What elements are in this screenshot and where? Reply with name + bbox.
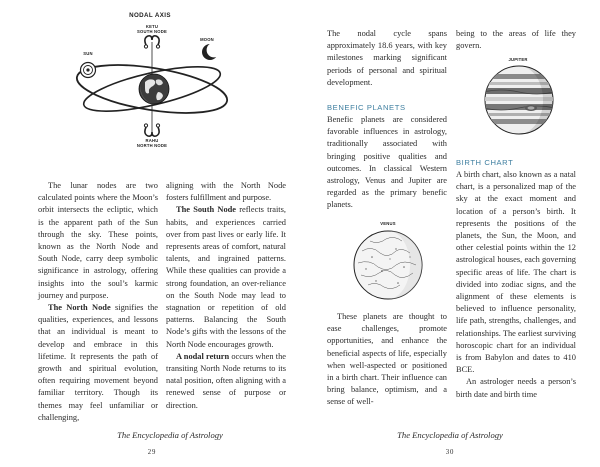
- paragraph: The lunar nodes are two calculated points where the Moon’s orbit intersects the ecliptic, which is the apparent path of the Sun through the sky. These points, known as the North Node and South Node, carry deep symbolic significance in astrology, offering insights into the soul’s karmic journey and purpose.: [38, 181, 158, 300]
- south-node-label: KETU SOUTH NODE: [137, 24, 167, 34]
- paragraph-text: occurs when the transiting North Node returns to its natal position, often aligning with a renewed sense of purpose or direction.: [166, 351, 286, 410]
- right-column-2: [456, 28, 576, 52]
- paragraph: An astrologer needs a person’s birth date and birth time: [456, 377, 576, 399]
- north-node-label: RAHU NORTH NODE: [136, 138, 168, 148]
- sun-label: SUN: [83, 51, 93, 56]
- right-column-1: [327, 28, 447, 212]
- footer-title: The Encyclopedia of Astrology: [117, 430, 223, 440]
- right-column-2-bottom: [456, 158, 576, 401]
- footer-title: The Encyclopedia of Astrology: [397, 430, 503, 440]
- venus-label: VENUS: [380, 221, 396, 226]
- paragraph: aligning with the North Node fosters fulfillment and purpose.: [166, 181, 286, 203]
- south-node-lead: The South Node: [176, 205, 237, 215]
- nodal-axis-diagram: [70, 22, 240, 172]
- diagram-title: NODAL AXIS: [129, 12, 171, 19]
- page-number: 30: [445, 449, 455, 456]
- paragraph: being to the areas of life they govern.: [456, 29, 576, 51]
- birth-chart-heading: BIRTH CHART: [456, 158, 514, 167]
- moon-label: MOON: [200, 37, 214, 42]
- venus-image: [352, 229, 424, 301]
- page-number: 29: [147, 449, 157, 456]
- paragraph: [166, 351, 286, 412]
- right-page: [300, 0, 600, 467]
- moon-icon: [202, 43, 221, 60]
- jupiter-image: [483, 64, 555, 136]
- left-column-2: [166, 180, 286, 412]
- benefic-planets-heading: BENEFIC PLANETS: [327, 103, 406, 113]
- paragraph: A birth chart, also known as a natal chart, is a personalized map of the sky at the exact moment and location of a person’s birth. It represents the positions of the planets, the Sun, the Moon, and other celestial points within the 12 astrological houses, each governing specific areas of life. The chart is divided into zodiac signs, and the alignment of these elements is believed to influence personality, life path, strengths, challenges, and relationships. The earliest surviving horoscopic chart for an individual is from Babylon and dates to 410 BCE.: [456, 170, 576, 375]
- sun-icon: [81, 63, 96, 78]
- jupiter-label: JUPITER: [508, 57, 528, 62]
- earth-icon: [139, 74, 169, 104]
- right-column-1-bottom: [327, 311, 447, 409]
- nodal-return-lead: A nodal return: [176, 351, 230, 361]
- paragraph: The nodal cycle spans approximately 18.6 years, with key milestones marking significant periods of personal and spiritual development.: [327, 29, 447, 87]
- paragraph: [38, 302, 158, 424]
- paragraph: [166, 204, 286, 350]
- left-column-1: [38, 180, 158, 424]
- paragraph: Benefic planets are considered favorable influences in astrology, traditionally associated with bringing positive qualities and outcomes. In classical Western astrology, Venus and Jupiter are regarded as the primary benefic planets.: [327, 115, 447, 210]
- paragraph-text: reflects traits, habits, and experiences carried over from past lives or early life. It represents areas of comfort, natural talents, and ingrained patterns. While these qualities can provide a strong foundation, an over-reliance on the South Node may lead to stagnation or repetition of old patterns. Balancing the South Node’s gifts with the lessons of the North Node encourages growth.: [166, 205, 286, 349]
- north-node-lead: The North Node: [48, 303, 111, 313]
- paragraph: These planets are thought to ease challenges, promote opportunities, and enhance the beneficial aspects of life, especially when well-aspected or positioned in a birth chart. Their influence can bring balance, optimism, and a sense of well-: [327, 312, 447, 407]
- paragraph-text: signifies the qualities, experiences, and lessons that an individual is meant to develop and embrace in this lifetime. It represents the path of growth and spiritual evolution, often requiring movement beyond familiar territory. Though its themes may feel unfamiliar or challenging,: [38, 303, 158, 422]
